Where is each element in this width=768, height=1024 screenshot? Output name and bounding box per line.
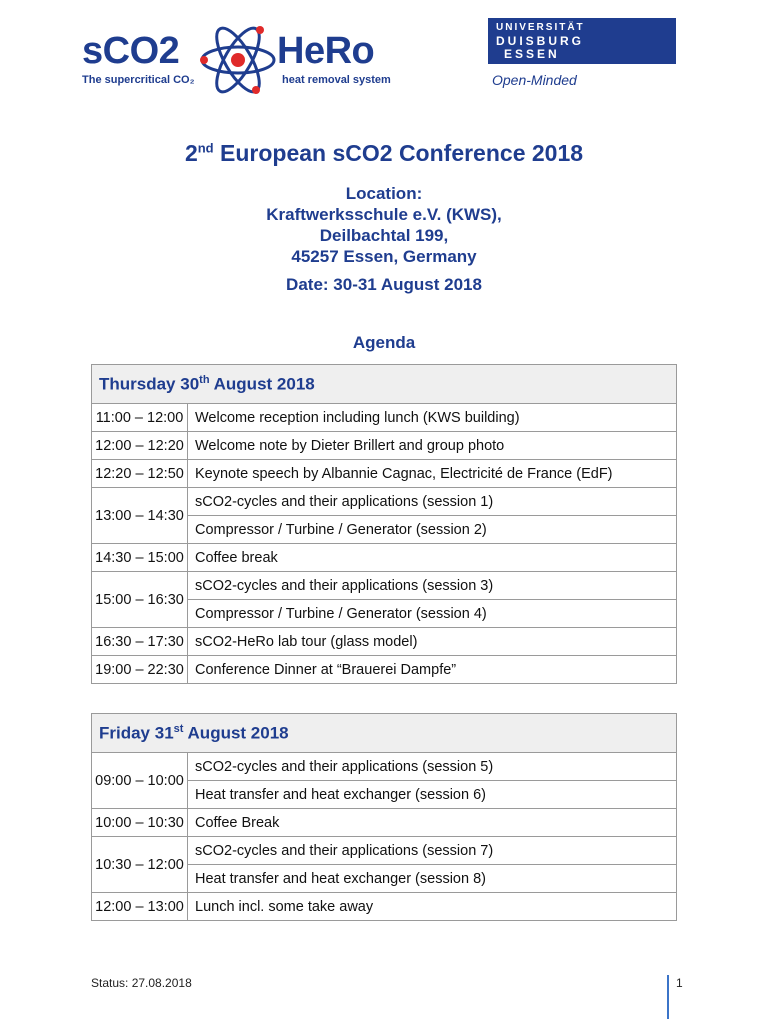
row-item: sCO2-cycles and their applications (session 1) bbox=[188, 488, 677, 516]
footer-status: Status: 27.08.2018 bbox=[91, 976, 192, 990]
row-time: 10:00 – 10:30 bbox=[92, 809, 188, 837]
row-item: Coffee break bbox=[188, 544, 677, 572]
row-time: 11:00 – 12:00 bbox=[92, 404, 188, 432]
title-block bbox=[0, 140, 768, 295]
table-row bbox=[92, 460, 677, 488]
table-row bbox=[92, 488, 677, 516]
row-time: 10:30 – 12:00 bbox=[92, 837, 188, 893]
table-row bbox=[92, 809, 677, 837]
row-item: sCO2-cycles and their applications (session 7) bbox=[188, 837, 677, 865]
location-line1: Kraftwerksschule e.V. (KWS), bbox=[266, 205, 502, 224]
row-time: 12:00 – 13:00 bbox=[92, 893, 188, 921]
university-logo bbox=[488, 18, 676, 92]
table-row bbox=[92, 893, 677, 921]
university-line1: UNIVERSITÄT bbox=[496, 22, 585, 33]
table-row bbox=[92, 837, 677, 865]
row-item: Compressor / Turbine / Generator (session 4) bbox=[188, 600, 677, 628]
university-line3: ESSEN bbox=[504, 47, 560, 61]
location-line2: Deilbachtal 199, bbox=[319, 226, 449, 245]
university-line2: DUISBURG bbox=[496, 34, 585, 48]
row-time: 16:30 – 17:30 bbox=[92, 628, 188, 656]
row-item: Welcome reception including lunch (KWS building) bbox=[188, 404, 677, 432]
logo-subtitle-right: heat removal system bbox=[282, 74, 391, 86]
row-time: 15:00 – 16:30 bbox=[92, 572, 188, 628]
table-row bbox=[92, 432, 677, 460]
table-row bbox=[92, 572, 677, 600]
row-time: 12:20 – 12:50 bbox=[92, 460, 188, 488]
logo-word-hero: HeRo bbox=[277, 30, 375, 72]
university-tagline: Open-Minded bbox=[492, 72, 577, 88]
title-text: European sCO2 Conference 2018 bbox=[213, 140, 584, 166]
location-label: Location: bbox=[345, 184, 423, 203]
location-line3: 45257 Essen, Germany bbox=[291, 247, 477, 266]
table-row bbox=[92, 656, 677, 684]
sco2-hero-logo bbox=[82, 20, 402, 102]
event-date: Date: 30-31 August 2018 bbox=[286, 275, 482, 294]
friday-day-suffix: st bbox=[173, 722, 184, 735]
logo-word-sco2: sCO2 bbox=[82, 30, 180, 72]
thursday-day: Thursday 30 bbox=[99, 374, 200, 394]
row-item: Keynote speech by Albannie Cagnac, Electricité de France (EdF) bbox=[188, 460, 677, 488]
page-number: 1 bbox=[676, 976, 683, 990]
row-time: 09:00 – 10:00 bbox=[92, 753, 188, 809]
table-row bbox=[92, 544, 677, 572]
agenda-heading: Agenda bbox=[352, 333, 416, 352]
location bbox=[0, 183, 768, 267]
friday-header bbox=[92, 714, 677, 753]
row-time: 12:00 – 12:20 bbox=[92, 432, 188, 460]
row-item: Compressor / Turbine / Generator (session 2) bbox=[188, 516, 677, 544]
row-item: sCO2-cycles and their applications (session 5) bbox=[188, 753, 677, 781]
logo-subtitle-left: The supercritical CO₂ bbox=[82, 74, 195, 86]
row-item: Conference Dinner at “Brauerei Dampfe” bbox=[188, 656, 677, 684]
row-item: Heat transfer and heat exchanger (session 6) bbox=[188, 781, 677, 809]
friday-month: August 2018 bbox=[183, 723, 289, 743]
friday-agenda-table bbox=[91, 713, 677, 921]
row-time: 19:00 – 22:30 bbox=[92, 656, 188, 684]
row-time: 13:00 – 14:30 bbox=[92, 488, 188, 544]
atom-icon bbox=[198, 20, 278, 100]
thursday-day-suffix: th bbox=[199, 373, 210, 386]
row-item: Coffee Break bbox=[188, 809, 677, 837]
row-item: sCO2-cycles and their applications (session 3) bbox=[188, 572, 677, 600]
row-item: Lunch incl. some take away bbox=[188, 893, 677, 921]
row-item: Heat transfer and heat exchanger (session 8) bbox=[188, 865, 677, 893]
table-row bbox=[92, 628, 677, 656]
thursday-month: August 2018 bbox=[209, 374, 315, 394]
title-ordinal: 2 bbox=[184, 140, 198, 166]
row-item: sCO2-HeRo lab tour (glass model) bbox=[188, 628, 677, 656]
footer-divider bbox=[667, 975, 669, 1019]
university-logo-box bbox=[488, 18, 676, 64]
thursday-header bbox=[92, 365, 677, 404]
row-time: 14:30 – 15:00 bbox=[92, 544, 188, 572]
row-item: Welcome note by Dieter Brillert and group photo bbox=[188, 432, 677, 460]
friday-day: Friday 31 bbox=[99, 723, 174, 743]
thursday-agenda-table bbox=[91, 364, 677, 684]
table-row bbox=[92, 753, 677, 781]
title-ordinal-suffix: nd bbox=[197, 140, 214, 156]
table-row bbox=[92, 404, 677, 432]
page-title bbox=[0, 140, 768, 167]
